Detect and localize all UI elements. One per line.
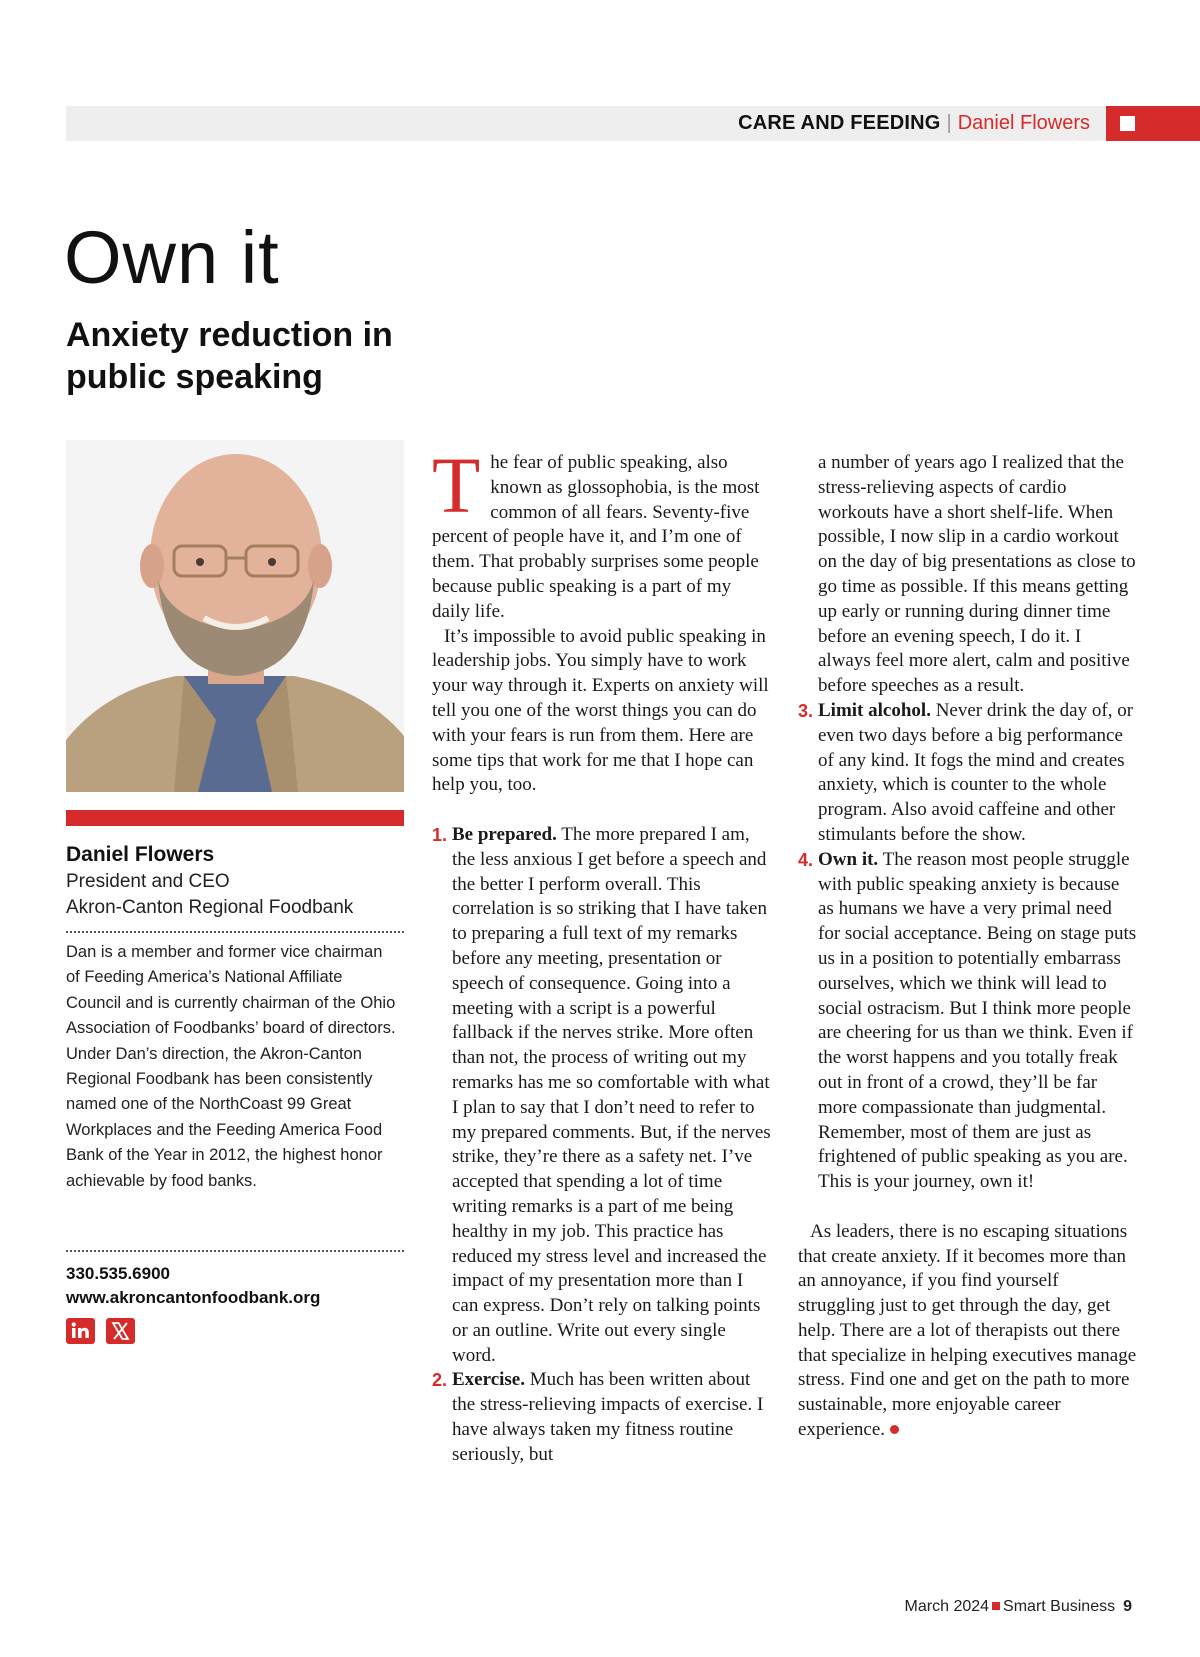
square-icon — [1120, 116, 1135, 131]
issue-date: March 2024 — [904, 1598, 990, 1615]
tip-2 — [432, 1368, 772, 1467]
article-title: Own it — [64, 216, 280, 299]
closing-paragraph — [798, 1220, 1138, 1443]
section-header — [738, 106, 1090, 141]
photo-accent-rule — [66, 810, 404, 826]
header-accent-block — [1106, 106, 1200, 141]
dotted-divider — [66, 931, 404, 933]
tip-number: 4. — [798, 849, 814, 870]
header-separator: | — [946, 112, 952, 134]
tip-1 — [432, 823, 772, 1369]
tip-number: 3. — [798, 700, 814, 721]
tip-lead: Exercise. — [452, 1369, 525, 1391]
author-phone: 330.535.6900 — [66, 1264, 170, 1283]
tip-text: The more prepared I am, the less anxious I get before a speech and the better I perform overall. This correlation is so striking that I have taken to preparing a full text of my remarks before any meeting, presentation or speech of consequence. Going into a meeting with a script is a powerful fallback if the nerves strike. More often than not, the process of writing out my remarks has me so comfortable with what I plan to say that I don’t need to refer to my prepared comments. But, if the nerves strike, they’re there as a safety net. I’ve accepted that spending a lot of time writing remarks is a part of me being healthy in my job. This practice has reduced my stress level and increased the impact of my presentation more than I can express. Don’t rely on talking points or an outline. Write out every single word. — [452, 823, 771, 1366]
tip-text: Much has been written about the stress-relieving impacts of exercise. I have always taken my fitness routine seriously, but — [452, 1369, 764, 1465]
page-footer — [905, 1598, 1132, 1616]
article-column-1 — [432, 443, 772, 1468]
tip-4 — [798, 848, 1138, 1195]
intro-text: he fear of public speaking, also known as glossophobia, is the most common of all fears. Seventy-five percent of people have it, and I’m one of them. That probably surprises some people because public speaking is a part of my daily life. — [432, 452, 760, 622]
author-photo — [66, 440, 404, 792]
page-number: 9 — [1123, 1598, 1132, 1615]
publication-name: Smart Business — [1003, 1598, 1116, 1615]
tip-number: 2. — [432, 1370, 448, 1391]
author-name: Daniel Flowers — [66, 843, 215, 866]
section-header-band — [66, 106, 1200, 141]
section-name: CARE AND FEEDING — [738, 112, 941, 134]
end-mark-icon — [890, 1425, 899, 1434]
intro-paragraph — [432, 443, 772, 625]
author-title: President and CEO — [66, 871, 230, 892]
tip-lead: Own it. — [818, 848, 879, 870]
tip-2-continued — [798, 451, 1138, 699]
portrait-photo-icon — [66, 440, 404, 792]
author-bio: Dan is a member and former vice chairman of Feeding America’s National Affiliate Council and is currently chairman of the Ohio Association of Foodbanks’ board of directors. Under Dan’s direction, the Akron-Canton Regional Foodbank has been consistently named one of the NorthCoast 99 Great Workplaces and the Feeding America Food Bank of the Year in 2012, the highest honor achievable by food banks. — [66, 943, 396, 1190]
tip-3 — [798, 699, 1138, 848]
author-organization: Akron-Canton Regional Foodbank — [66, 897, 354, 918]
author-website-link[interactable]: www.akroncantonfoodbank.org — [66, 1288, 321, 1307]
intro-paragraph-2: It’s impossible to avoid public speaking in leadership jobs. You simply have to work your way through it. Experts on anxiety will tell you one of the worst things you can do with your fears is run from them. Here are some tips that work for me that I hope can help you, too. — [432, 625, 769, 796]
square-icon — [992, 1602, 1000, 1610]
x-icon[interactable] — [106, 1318, 135, 1344]
closing-text: As leaders, there is no escaping situations that create anxiety. If it becomes more than an annoyance, if you find yourself struggling just to get through the day, get help. There are a lot of therapists out there that specialize in helping executives manage stress. Find one and get on the path to more sustainable, more enjoyable career experience. — [798, 1220, 1137, 1441]
article-subtitle: Anxiety reduction in public speaking — [66, 316, 393, 396]
tip-lead: Be prepared. — [452, 823, 557, 845]
tip-text: a number of years ago I realized that the stress-relieving aspects of cardio workouts have a short shelf-life. When possible, I now slip in a cardio workout on the day of big presentations as close to go time as possible. If this means getting up early or running during dinner time before an evening speech, I do it. I always feel more alert, calm and positive before speeches as a result. — [818, 452, 1136, 697]
tip-number: 1. — [432, 824, 448, 845]
dotted-divider — [66, 1250, 404, 1252]
article-column-2 — [798, 451, 1138, 1443]
header-author: Daniel Flowers — [957, 112, 1090, 134]
tip-text: Never drink the day of, or even two days before a big performance of any kind. It fogs the mind and creates anxiety, which is counter to the whole program. Also avoid caffeine and other stimulants before the show. — [818, 699, 1134, 845]
linkedin-icon[interactable] — [66, 1318, 95, 1344]
drop-cap: T — [432, 443, 481, 530]
tip-lead: Limit alcohol. — [818, 699, 931, 721]
tip-text: The reason most people struggle with public speaking anxiety is because as humans we have a very primal need for social acceptance. Being on stage puts us in a position to potentially embarrass ourselves, which we think will lead to social ostracism. But I think more people are cheering for us than we think. Even if the worst happens and you totally freak out in front of a crowd, they’ll be far more compassionate than judgmental. Remember, most of them are just as frightened of public speaking as you are. This is your journey, own it! — [818, 848, 1137, 1193]
